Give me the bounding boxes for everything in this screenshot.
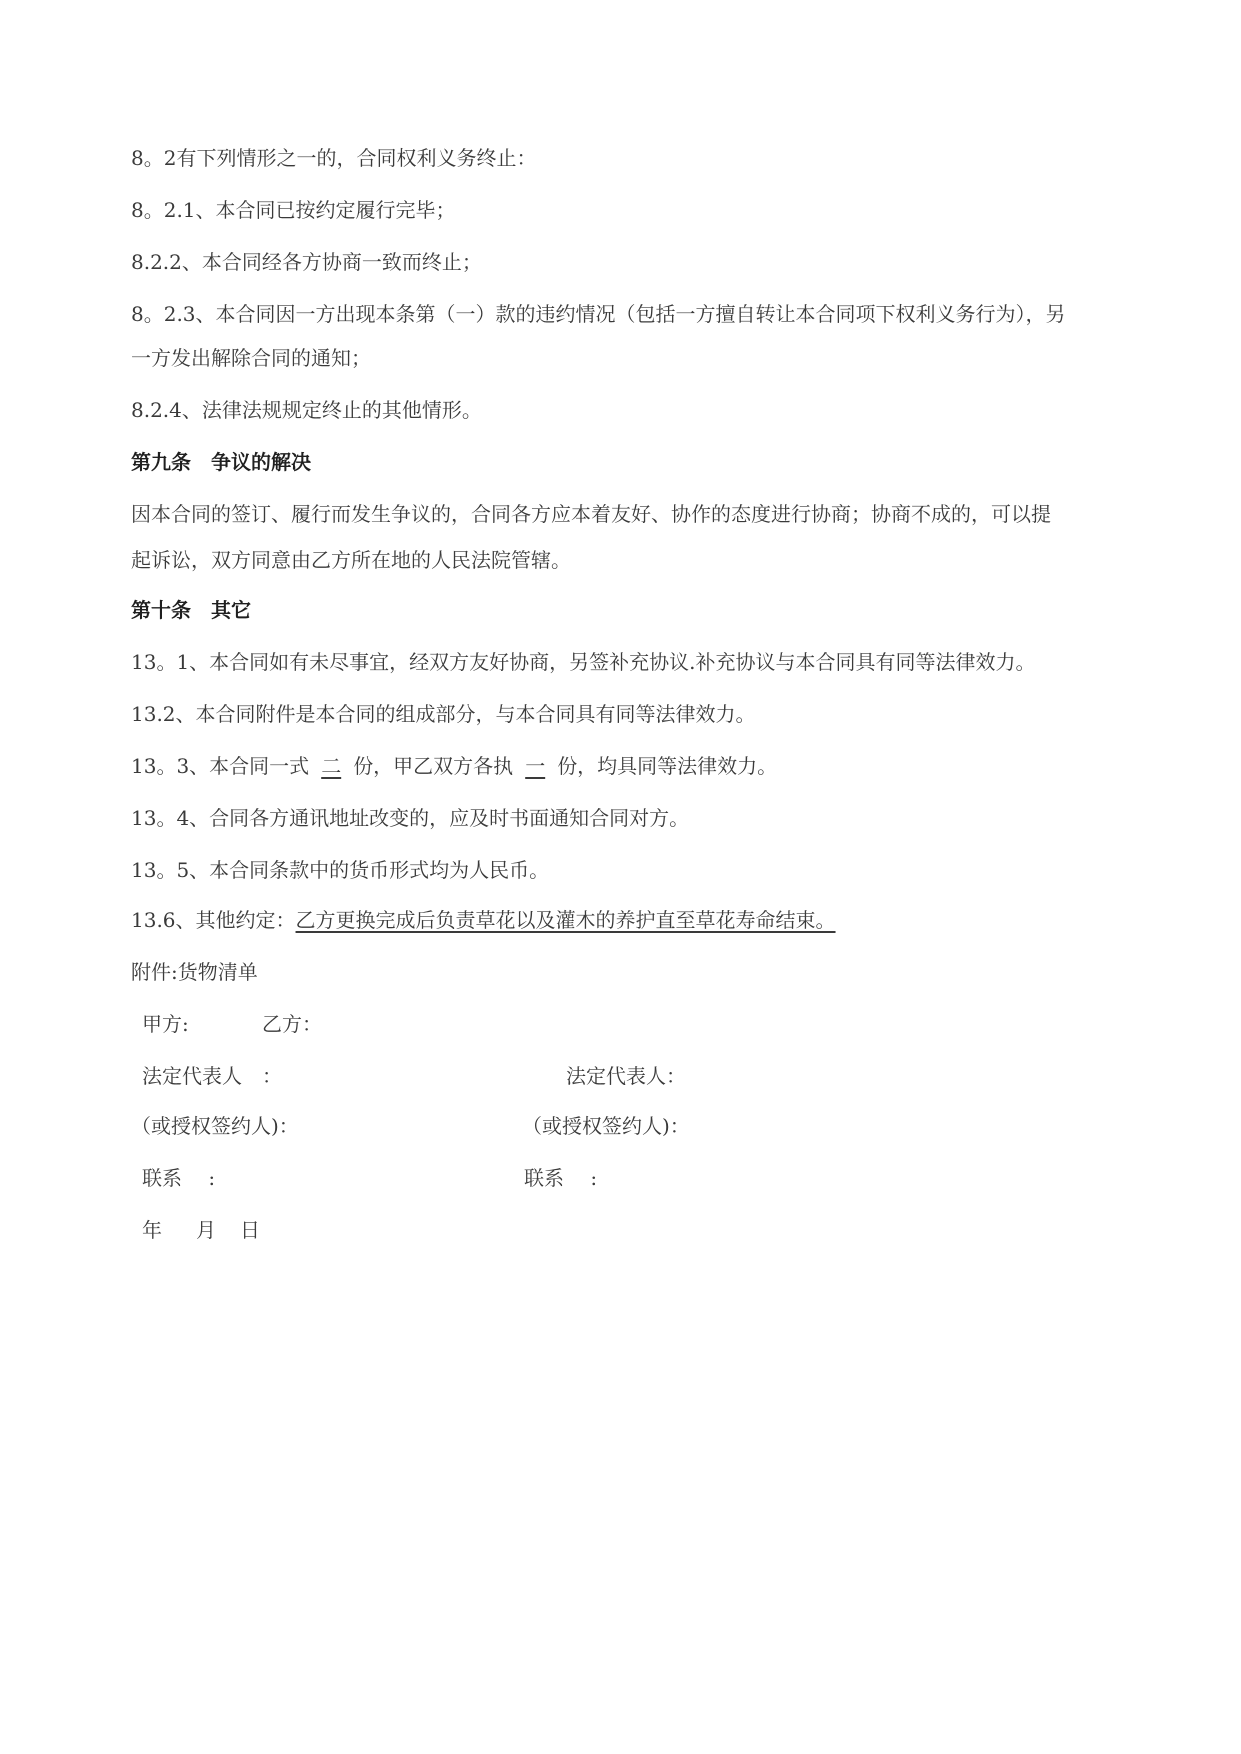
clause-13-4: 13。4、合同各方通讯地址改变的，应及时书面通知合同对方。	[131, 806, 690, 830]
clause-13-6-label: 13.6、其他约定：	[131, 908, 296, 932]
article-9-body-line1: 因本合同的签订、履行而发生争议的，合同各方应本着友好、协作的态度进行协商；协商不成的，可以提	[131, 502, 1051, 526]
article-10-heading: 第十条 其它	[131, 598, 251, 622]
contact-a: 联系 :	[142, 1166, 216, 1190]
clause-13-2: 13.2、本合同附件是本合同的组成部分，与本合同具有同等法律效力。	[131, 702, 756, 726]
article-9-body-line2: 起诉讼，双方同意由乙方所在地的人民法院管辖。	[131, 548, 571, 572]
contact-b: 联系 :	[524, 1166, 598, 1190]
authorized-signer-a: （或授权签约人)：	[131, 1114, 299, 1138]
clause-13-5: 13。5、本合同条款中的货币形式均为人民币。	[131, 858, 550, 882]
copies-each: 一	[525, 754, 546, 778]
clause-13-3	[131, 752, 777, 780]
authorized-signer-b: （或授权签约人)：	[522, 1114, 690, 1138]
clause-8-2-2: 8.2.2、本合同经各方协商一致而终止；	[131, 250, 482, 274]
clause-13-6-value: 乙方更换完成后负责草花以及灌木的养护直至草花寿命结束。	[295, 908, 836, 932]
date-month: 月	[196, 1218, 216, 1242]
date-year: 年	[142, 1218, 162, 1242]
article-9-heading: 第九条 争议的解决	[131, 450, 311, 474]
date-day: 日	[240, 1218, 260, 1242]
legal-rep-a: 法定代表人 ：	[142, 1064, 282, 1088]
clause-8-2: 8。2有下列情形之一的，合同权利义务终止：	[131, 146, 537, 170]
clause-8-2-4: 8.2.4、法律法规规定终止的其他情形。	[131, 398, 482, 422]
clause-8-2-3-line1: 8。2.3、本合同因一方出现本条第（一）款的违约情况（包括一方擅自转让本合同项下权利义务行为），另	[131, 302, 1066, 326]
clause-13-3-part2: 份，甲乙双方各执	[353, 754, 514, 778]
legal-rep-b: 法定代表人：	[566, 1064, 686, 1088]
clause-8-2-1: 8。2.1、本合同已按约定履行完毕；	[131, 198, 456, 222]
clause-13-6	[131, 906, 836, 934]
copies-total: 二	[321, 754, 342, 778]
attachment-note: 附件:货物清单	[131, 960, 258, 984]
clause-13-3-part3: 份，均具同等法律效力。	[557, 754, 778, 778]
clause-13-3-part1: 13。3、本合同一式	[131, 754, 310, 778]
clause-8-2-3-line2: 一方发出解除合同的通知；	[131, 346, 371, 370]
party-b-label: 乙方：	[262, 1012, 322, 1036]
clause-13-1: 13。1、本合同如有未尽事宜，经双方友好协商，另签补充协议.补充协议与本合同具有同等法律效力。	[131, 650, 1036, 674]
party-a-label: 甲方:	[142, 1012, 189, 1036]
